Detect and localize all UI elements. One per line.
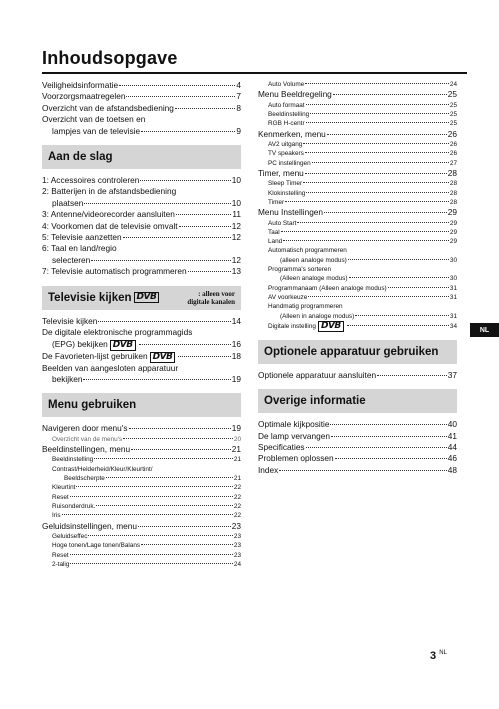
- section-televisie-kijken-text: Televisie kijken: [48, 291, 132, 304]
- toc-page-number: 31: [449, 312, 457, 320]
- toc-entry[interactable]: [42, 532, 241, 541]
- toc-leader: [297, 222, 448, 223]
- toc-entry[interactable]: [258, 465, 457, 476]
- toc-leader: [331, 436, 447, 437]
- toc-leader: [175, 108, 235, 109]
- dvb-note-line-2: digitale kanalen: [187, 297, 235, 306]
- toc-leader: [305, 173, 447, 174]
- toc-page-number: 4: [236, 80, 241, 90]
- toc-entry-title: AV voorkeuze: [268, 293, 308, 301]
- toc-entry-line: Programma's sorteren: [268, 266, 332, 274]
- toc-leader: [303, 182, 449, 183]
- toc-entry[interactable]: [258, 228, 457, 237]
- toc-page-number: 30: [449, 256, 457, 264]
- section-overige-informatie: [258, 389, 457, 413]
- toc-leader: [283, 240, 449, 241]
- page-title: Inhoudsopgave: [42, 48, 178, 68]
- toc-leader: [285, 201, 449, 202]
- toc-entry-title: bekijken: [52, 373, 83, 384]
- toc-page-number: 26: [447, 128, 457, 139]
- toc-page-number: 44: [447, 442, 457, 453]
- toc-leader: [279, 470, 446, 471]
- toc-entry[interactable]: [258, 198, 457, 207]
- toc-leader: [126, 96, 235, 97]
- toc-leader: [330, 424, 446, 425]
- toc-entry-title: Veiligheidsinformatie: [42, 80, 119, 90]
- toc-leader: [98, 321, 230, 322]
- toc-leader: [83, 379, 230, 380]
- toc-entry[interactable]: [42, 521, 241, 532]
- toc-entry-title: Hoge tonen/Lage tonen/Balans: [52, 542, 141, 550]
- toc-leader: [70, 563, 232, 564]
- toc-entry-line: Automatisch programmeren: [268, 247, 347, 255]
- toc-entry[interactable]: [42, 493, 241, 502]
- section-televisie-kijken: [42, 286, 241, 310]
- toc-leader: [94, 458, 233, 459]
- toc-page-number: 28: [449, 198, 457, 206]
- toc-entry-title: Auto formaat: [268, 101, 305, 109]
- toc-page-number: 29: [447, 207, 457, 218]
- toc-leader: [176, 214, 232, 215]
- dvb-logo-icon: DVB: [150, 352, 176, 363]
- right-column: [258, 80, 457, 476]
- section-menu-gebruiken-text: Menu gebruiken: [48, 399, 137, 412]
- toc-entry[interactable]: [42, 339, 241, 351]
- toc-page-number: 48: [447, 464, 457, 475]
- toc-entry-title: Kleurtint: [52, 484, 76, 492]
- toc-leader: [70, 496, 233, 497]
- toc-entry[interactable]: [42, 455, 241, 464]
- page-number-value: 3: [430, 650, 437, 662]
- toc-entry[interactable]: [258, 419, 457, 430]
- toc-leader: [306, 104, 449, 105]
- toc-leader: [179, 226, 231, 227]
- toc-entry[interactable]: [42, 198, 241, 209]
- toc-page-number: 12: [231, 254, 241, 265]
- toc-entry-line: 2: Batterijen in de afstandsbediening: [42, 186, 177, 197]
- toc-page-number: 10: [231, 197, 241, 208]
- toc-entry-title: Optimale kijkpositie: [258, 419, 330, 430]
- toc-entry[interactable]: [258, 168, 457, 179]
- toc-page-number: 28: [449, 189, 457, 197]
- toc-entry[interactable]: [258, 293, 457, 302]
- section-aan-de-slag: [42, 145, 241, 169]
- toc-entry[interactable]: [258, 189, 457, 198]
- toc-page-number: 14: [231, 315, 241, 326]
- toc-leader: [347, 325, 449, 326]
- toc-entry[interactable]: [258, 256, 457, 265]
- dvb-note-line-1: : alleen voor: [198, 289, 235, 298]
- section-optionele-apparatuur: [258, 340, 457, 364]
- toc-entry[interactable]: [42, 511, 241, 520]
- toc-entry-title: Reset: [52, 551, 69, 559]
- toc-entry[interactable]: [42, 126, 241, 137]
- toc-entry-title: 5: Televisie aanzetten: [42, 232, 122, 243]
- toc-page-number: 22: [233, 493, 241, 501]
- toc-entry[interactable]: [258, 321, 457, 332]
- toc-leader: [308, 296, 449, 297]
- toc-leader: [327, 134, 447, 135]
- toc-entry-title: Menu Instellingen: [258, 207, 324, 218]
- toc-page-number: 16: [231, 338, 241, 349]
- toc-entry-title: Beeldinstelling: [52, 456, 94, 464]
- toc-entry-line: De digitale elektronische programmagids: [42, 327, 193, 338]
- toc-entry-title: Beeldinstellingen, menu: [42, 444, 131, 455]
- toc-page-number: 18: [231, 350, 241, 361]
- page-number: [430, 650, 447, 662]
- toc-page-number: 25: [449, 101, 457, 109]
- toc-entry[interactable]: [42, 351, 241, 363]
- toc-entry-title: (Alleen analoge modus): [280, 275, 348, 283]
- toc-entry-title: Programmanaam (Alleen analoge modus): [268, 284, 387, 292]
- toc-leader: [70, 554, 233, 555]
- toc-entry[interactable]: [42, 444, 241, 455]
- toc-leader: [129, 428, 231, 429]
- toc-entry-title: Overzicht van de afstandsbediening: [42, 102, 174, 113]
- section-aan-de-slag-text: Aan de slag: [48, 151, 113, 164]
- toc-entry-title: Menu Beeldregeling: [258, 89, 332, 100]
- toc-leader: [139, 344, 231, 345]
- toc-leader: [141, 131, 235, 132]
- toc-entry-title: 1: Accessoires controleren: [42, 175, 140, 186]
- toc-entry-line: Beelden van aangesloten apparatuur: [42, 362, 179, 373]
- toc-entry[interactable]: [258, 453, 457, 464]
- toc-leader: [305, 152, 449, 153]
- toc-entry-title: 7: Televisie automatisch programmeren: [42, 266, 187, 277]
- toc-entry-title: Specificaties: [258, 442, 305, 453]
- toc-entry-title: De lamp vervangen: [258, 430, 330, 441]
- toc-entry-title: Optionele apparatuur aansluiten: [258, 369, 377, 380]
- toc-page-number: 12: [231, 232, 241, 243]
- toc-page-number: 23: [231, 520, 241, 531]
- toc-page-number: 10: [231, 175, 241, 186]
- toc-leader: [106, 477, 233, 478]
- dvb-logo-icon: DVB: [318, 321, 344, 332]
- toc-entry[interactable]: [42, 474, 241, 483]
- toc-entry-title: Taal: [268, 228, 280, 236]
- toc-leader: [355, 315, 449, 316]
- toc-entry-title: selecteren: [52, 254, 91, 265]
- toc-entry[interactable]: [42, 374, 241, 385]
- toc-page-number: 46: [447, 453, 457, 464]
- toc-entry[interactable]: [42, 80, 241, 91]
- toc-leader: [348, 259, 449, 260]
- toc-entry-title: Ruisonderdruk.: [52, 502, 96, 510]
- toc-page-number: 26: [449, 141, 457, 148]
- toc-entry-line: Overzicht van de toetsen en: [42, 114, 146, 125]
- toc-entry-title: (alleen analoge modus): [280, 256, 347, 264]
- section-menu-gebruiken: [42, 393, 241, 417]
- toc-entry-title: Geluidseffec: [52, 532, 88, 540]
- toc-entry-title: Auto Volume: [268, 81, 305, 88]
- toc-entry-title: AV2 uitgang: [268, 141, 303, 148]
- toc-page-number: 29: [449, 219, 457, 227]
- toc-page-number: 40: [447, 419, 457, 430]
- toc-leader: [140, 180, 230, 181]
- toc-leader: [96, 505, 233, 506]
- toc-page-number: 29: [449, 238, 457, 246]
- toc-page-number: 21: [231, 444, 241, 455]
- toc-page-number: 31: [449, 284, 457, 292]
- title-rule: [42, 72, 467, 74]
- toc-entry-title: Geluidsinstellingen, menu: [42, 520, 138, 531]
- toc-entry[interactable]: [42, 316, 241, 327]
- toc-entry[interactable]: [258, 219, 457, 228]
- toc-entry-title: Reset: [52, 493, 69, 501]
- toc-leader: [306, 192, 449, 193]
- toc-leader: [131, 449, 231, 450]
- toc-entry[interactable]: [42, 91, 241, 102]
- toc-entry-title: Iris: [52, 512, 61, 520]
- toc-page-number: 24: [449, 81, 457, 88]
- toc-entry-title: (EPG) bekijken: [52, 338, 108, 349]
- toc-leader: [306, 447, 447, 448]
- toc-entry[interactable]: [258, 274, 457, 283]
- toc-leader: [349, 277, 449, 278]
- toc-entry-line: Handmatig programmeren: [268, 303, 343, 311]
- toc-entry[interactable]: [258, 431, 457, 442]
- toc-entry[interactable]: [258, 442, 457, 453]
- toc-entry-title: 3: Antenne/videorecorder aansluiten: [42, 209, 175, 220]
- toc-entry-title: Klokinstelling: [268, 189, 306, 197]
- toc-leader: [303, 143, 449, 144]
- toc-page-number: 37: [447, 369, 457, 380]
- toc-leader: [123, 237, 231, 238]
- toc-page-number: 21: [233, 456, 241, 464]
- toc-page-number: 19: [231, 423, 241, 434]
- toc-page-number: 13: [231, 266, 241, 277]
- dvb-note: [187, 290, 235, 306]
- toc-entry[interactable]: [258, 101, 457, 110]
- toc-page-number: 12: [231, 220, 241, 231]
- toc-entry-title: RGB H-centr: [268, 120, 305, 128]
- toc-page-number: 23: [233, 551, 241, 559]
- toc-page-number: 25: [449, 120, 457, 128]
- toc-entry[interactable]: [258, 89, 457, 100]
- toc-entry[interactable]: [42, 175, 241, 186]
- toc-entry[interactable]: [42, 221, 241, 232]
- toc-page-number: 8: [236, 102, 241, 113]
- toc-entry-title: TV speakers: [268, 150, 304, 158]
- toc-page-number: 27: [449, 159, 457, 167]
- toc-entry[interactable]: [258, 284, 457, 293]
- toc-entry[interactable]: [42, 560, 241, 569]
- toc-entry-title: De Favorieten-lijst gebruiken: [42, 350, 148, 361]
- toc-entry-title: plaatsen: [52, 197, 84, 208]
- toc-entry-title: Problemen oplossen: [258, 453, 334, 464]
- toc-leader: [138, 526, 231, 527]
- section-optionele-apparatuur-text: Optionele apparatuur gebruiken: [264, 345, 439, 358]
- toc-entry[interactable]: [258, 149, 457, 158]
- toc-page-number: 28: [449, 180, 457, 188]
- toc-leader: [310, 113, 449, 114]
- toc-page-number: 41: [447, 430, 457, 441]
- toc-leader: [324, 212, 447, 213]
- toc-page-number: 28: [447, 167, 457, 178]
- toc-leader: [333, 94, 447, 95]
- toc-leader: [62, 514, 233, 515]
- page-number-lang: NL: [439, 650, 447, 656]
- toc-leader: [141, 544, 233, 545]
- toc-page-number: 22: [233, 484, 241, 492]
- toc-leader: [119, 85, 235, 86]
- toc-entry[interactable]: [42, 255, 241, 266]
- toc-entry[interactable]: [258, 119, 457, 128]
- toc-page-number: 23: [233, 532, 241, 540]
- toc-entry-title: Timer: [268, 198, 285, 206]
- toc-entry[interactable]: [42, 551, 241, 560]
- toc-entry-line: 6: Taal en land/regio: [42, 243, 117, 254]
- toc-entry[interactable]: [258, 370, 457, 381]
- toc-page-number: 25: [447, 89, 457, 100]
- toc-page-number: 31: [449, 293, 457, 301]
- toc-entry-title: 2-talig: [52, 560, 70, 568]
- toc-entry-title: Televisie kijken: [42, 315, 98, 326]
- toc-entry-title: Voorzorgsmaatregelen: [42, 91, 126, 102]
- toc-entry-title: Index: [258, 464, 279, 475]
- toc-entry[interactable]: [258, 159, 457, 168]
- toc-page-number: 11: [232, 209, 241, 220]
- toc-entry[interactable]: [258, 207, 457, 218]
- toc-page-number: 34: [449, 322, 457, 330]
- toc-entry-title: Sleep Timer: [268, 180, 303, 188]
- toc-leader: [178, 356, 230, 357]
- toc-leader: [312, 162, 449, 163]
- toc-entry[interactable]: [258, 140, 457, 149]
- toc-entry[interactable]: [258, 129, 457, 140]
- toc-page-number: 29: [449, 228, 457, 236]
- toc-entry-title: Land: [268, 238, 283, 246]
- toc-entry-title: Beeldscherpte: [64, 475, 105, 483]
- toc-entry-title: Navigeren door menu's: [42, 423, 128, 434]
- toc-entry-title: Timer, menu: [258, 167, 304, 178]
- toc-leader: [91, 260, 230, 261]
- dvb-logo-icon: DVB: [134, 292, 160, 303]
- section-overige-informatie-text: Overige informatie: [264, 395, 366, 408]
- toc-page-number: 24: [233, 560, 241, 568]
- toc-leader: [281, 231, 449, 232]
- toc-entry[interactable]: [42, 266, 241, 277]
- toc-entry-title: PC instellingen: [268, 159, 311, 167]
- toc-entry[interactable]: [42, 483, 241, 492]
- toc-entry-title: 4: Voorkomen dat de televisie omvalt: [42, 220, 178, 231]
- toc-entry[interactable]: [258, 237, 457, 246]
- toc-leader: [123, 438, 233, 439]
- toc-leader: [388, 287, 449, 288]
- language-tab: NL: [470, 323, 499, 337]
- toc-leader: [88, 535, 232, 536]
- toc-page-number: 23: [233, 542, 241, 550]
- toc-entry-title: Auto Start: [268, 219, 297, 227]
- toc-page-number: 20: [233, 435, 241, 443]
- toc-page-number: 7: [236, 91, 241, 102]
- toc-leader: [335, 458, 447, 459]
- toc-page-number: 22: [233, 512, 241, 520]
- toc-entry[interactable]: [42, 435, 241, 444]
- toc-entry[interactable]: [42, 103, 241, 114]
- toc-entry[interactable]: [42, 541, 241, 550]
- toc-entry[interactable]: [258, 312, 457, 321]
- toc-leader: [84, 203, 230, 204]
- toc-entry-title: Kenmerken, menu: [258, 128, 326, 139]
- toc-entry-title: Overzicht van de menu's: [52, 435, 123, 443]
- toc-leader: [188, 271, 231, 272]
- toc-entry-title: Beeldinstelling: [268, 111, 310, 118]
- toc-page-number: 9: [236, 125, 241, 136]
- toc-entry[interactable]: [258, 110, 457, 119]
- dvb-logo-icon: DVB: [110, 340, 136, 351]
- toc-leader: [377, 375, 447, 376]
- toc-page-number: 30: [449, 275, 457, 283]
- toc-entry[interactable]: [42, 232, 241, 243]
- toc-page-number: 26: [449, 150, 457, 158]
- toc-entry[interactable]: [258, 80, 457, 89]
- toc-leader: [305, 83, 449, 84]
- toc-leader: [306, 122, 449, 123]
- toc-page-number: 19: [231, 373, 241, 384]
- toc-leader: [76, 486, 232, 487]
- toc-entry-title: lampjes van de televisie: [52, 125, 141, 136]
- toc-page-number: 22: [233, 502, 241, 510]
- left-column: [42, 80, 241, 569]
- toc-entry-title: (Alleen in analoge modus): [280, 312, 355, 320]
- toc-entry-title: Digitale instelling: [268, 322, 316, 330]
- toc-entry[interactable]: [42, 209, 241, 220]
- toc-page-number: 21: [233, 475, 241, 483]
- toc-entry[interactable]: [42, 502, 241, 511]
- toc-entry-line: Contrast/Helderheid/Kleur/Kleurtint/: [52, 465, 153, 473]
- toc-entry[interactable]: [258, 179, 457, 188]
- toc-page-number: 25: [449, 111, 457, 118]
- toc-entry[interactable]: [42, 423, 241, 434]
